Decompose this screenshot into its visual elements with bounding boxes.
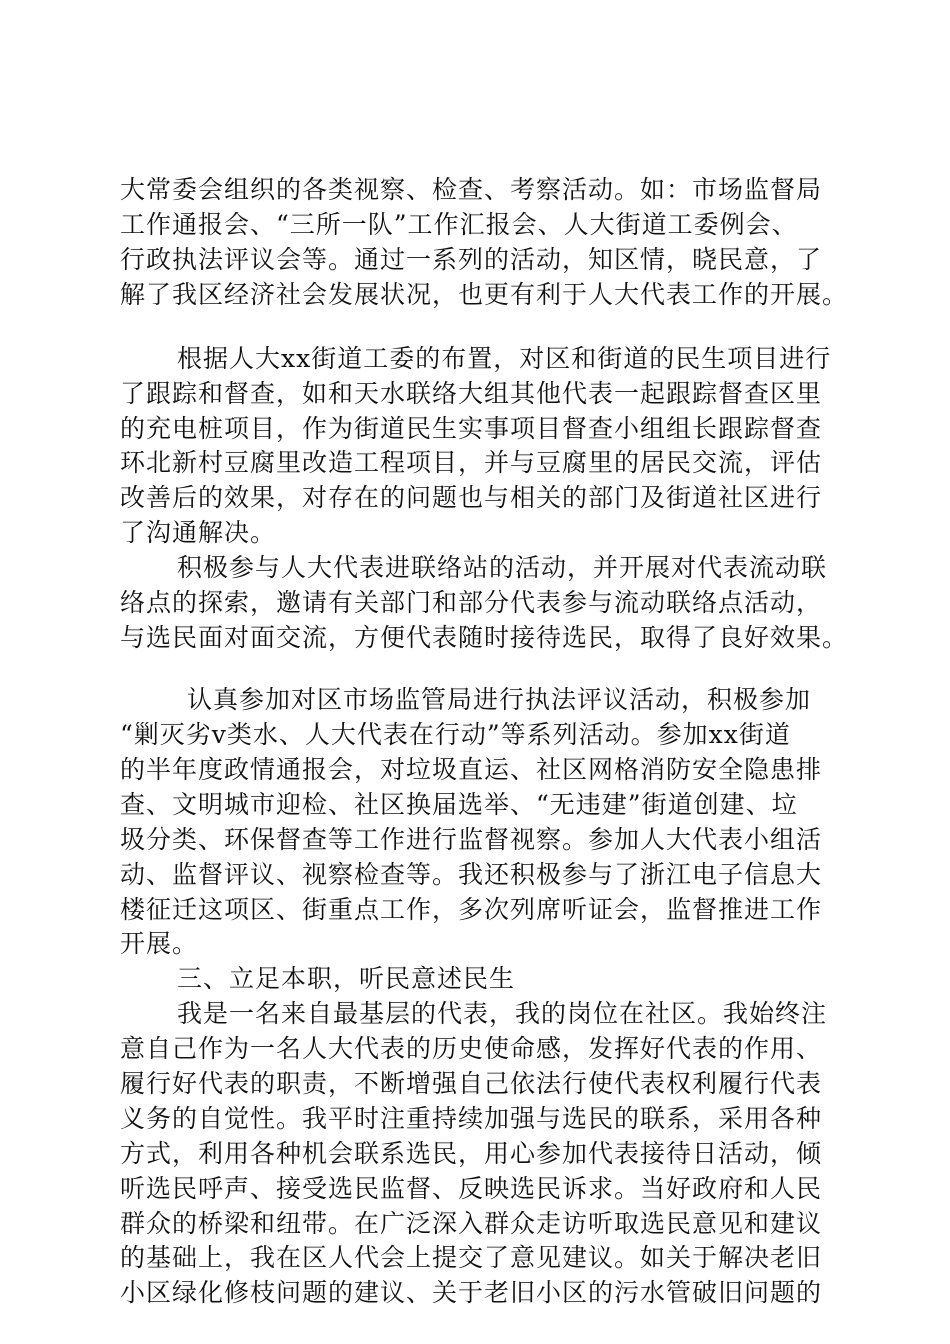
- text-line: “剿灭劣v类水、人大代表在行动”等系列活动。参加xx街道: [120, 720, 791, 749]
- text-line: 查、文明城市迎检、社区换届选举、“无违建”街道创建、垃: [120, 790, 798, 819]
- text-line: 大常委会组织的各类视察、检查、考察活动。如：市场监督局: [120, 175, 823, 204]
- text-line: 改善后的效果，对存在的问题也与相关的部门及街道社区进行: [120, 483, 823, 512]
- text-line: 动、监督评议、视察检查等。我还积极参与了浙江电子信息大: [120, 860, 823, 889]
- text-line: 解了我区经济社会发展状况，也更有利于人大代表工作的开展。: [120, 280, 849, 309]
- text-line: 认真参加对区市场监管局进行执法评议活动，积极参加: [187, 685, 812, 714]
- text-line: 了沟通解决。: [120, 518, 277, 547]
- text-line: 行政执法评议会等。通过一系列的活动，知区情，晓民意，了: [120, 245, 823, 274]
- text-line: 络点的探索，邀请有关部门和部分代表参与流动联络点活动，: [120, 588, 823, 617]
- text-line: 我是一名来自最基层的代表，我的岗位在社区。我始终注: [177, 999, 828, 1028]
- text-line: 方式，利用各种机会联系选民，用心参加代表接待日活动，倾: [120, 1139, 823, 1168]
- text-line: 的半年度政情通报会，对垃圾直运、社区网格消防安全隐患排: [120, 755, 823, 784]
- text-line: 小区绿化修枝问题的建议、关于老旧小区的污水管破旧问题的: [120, 1278, 823, 1307]
- text-line: 意自己作为一名人大代表的历史使命感，发挥好代表的作用、: [120, 1034, 823, 1063]
- text-line: 工作通报会、“三所一队”工作汇报会、人大街道工委例会、: [120, 210, 798, 239]
- text-line: 根据人大xx街道工委的布置，对区和街道的民生项目进行: [177, 344, 832, 373]
- text-line: 的充电桩项目，作为街道民生实事项目督查小组组长跟踪督查: [120, 414, 823, 443]
- section-heading: 三、立足本职，听民意述民生: [177, 964, 516, 993]
- text-line: 义务的自觉性。我平时注重持续加强与选民的联系，采用各种: [120, 1104, 823, 1133]
- text-line: 圾分类、环保督查等工作进行监督视察。参加人大代表小组活: [120, 825, 823, 854]
- text-line: 的基础上，我在区人代会上提交了意见建议。如关于解决老旧: [120, 1243, 823, 1272]
- text-line: 履行好代表的职责，不断增强自己依法行使代表权利履行代表: [120, 1069, 823, 1098]
- text-line: 开展。: [120, 929, 199, 958]
- text-line: 群众的桥梁和纽带。在广泛深入群众走访听取选民意见和建议: [120, 1209, 823, 1238]
- text-line: 楼征迁这项区、街重点工作，多次列席听证会，监督推进工作: [120, 895, 823, 924]
- text-line: 了跟踪和督查，如和天水联络大组其他代表一起跟踪督查区里: [120, 379, 823, 408]
- text-line: 听选民呼声、接受选民监督、反映选民诉求。当好政府和人民: [120, 1174, 823, 1203]
- text-line: 积极参与人大代表进联络站的活动，并开展对代表流动联: [177, 553, 828, 582]
- text-line: 与选民面对面交流，方便代表随时接待选民，取得了良好效果。: [120, 623, 849, 652]
- text-line: 环北新村豆腐里改造工程项目，并与豆腐里的居民交流，评估: [120, 448, 823, 477]
